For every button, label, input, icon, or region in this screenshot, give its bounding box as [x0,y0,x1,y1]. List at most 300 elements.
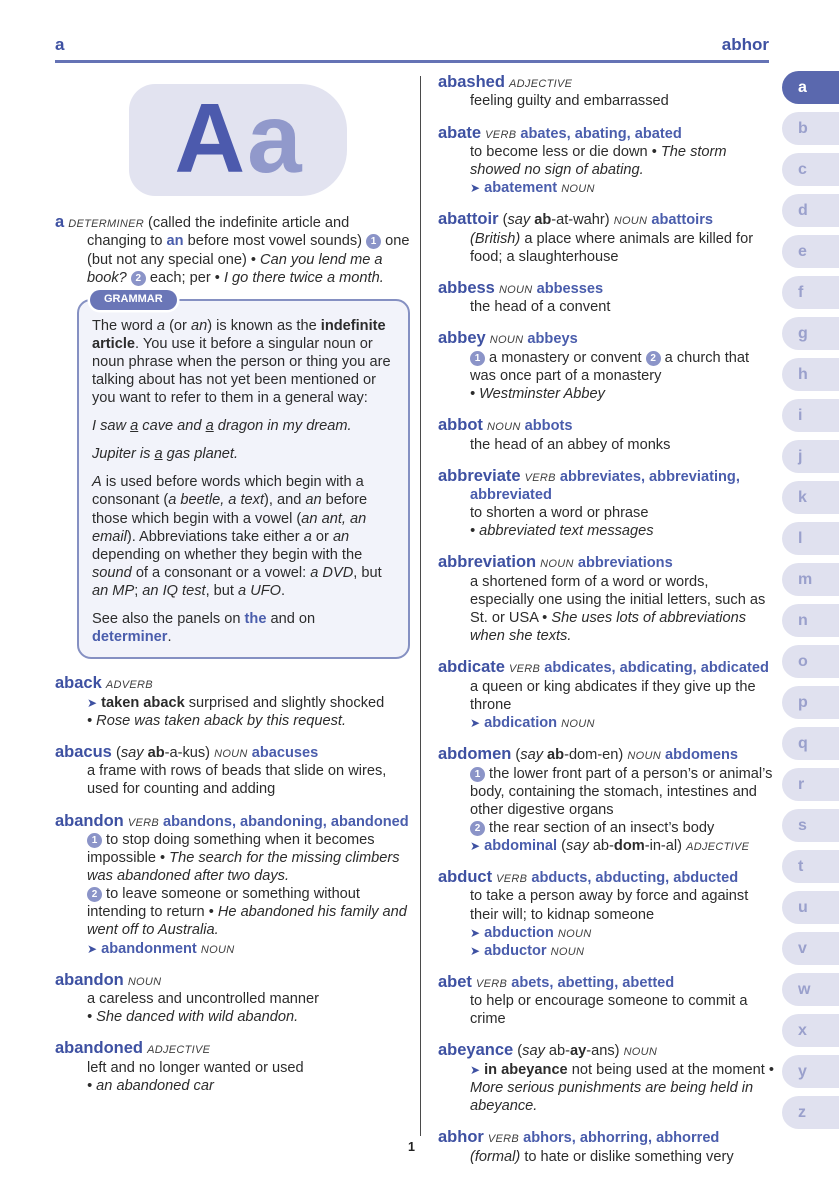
pos-label: NOUN [623,1046,658,1059]
alphabet-tab-d[interactable] [782,194,839,227]
panel-text: indefinite article [92,317,386,352]
letter-lowercase: a [247,83,302,193]
sense-number-icon: 1 [87,833,102,848]
panel-text: I saw [92,418,131,435]
definition-text: a frame with rows of beads that slide on wires, used for counting and adding [87,763,387,798]
pron-say: say [120,744,148,761]
inflections: abbeys [527,331,578,348]
inflections: abducts, abducting, abducted [531,869,739,886]
right-column [438,72,774,1178]
headword: abbreviation [438,553,537,572]
alphabet-tab-v[interactable] [782,932,839,965]
panel-text: a [154,446,163,463]
definition-text: a shortened form of a word or words, especially one using the initial letters, such as St. or USA • [470,573,766,627]
tab-letter: z [798,1103,806,1121]
definition-text: not being used at the moment • [567,1061,774,1078]
phrase-line [87,694,412,712]
sense-number-icon: 1 [366,234,381,249]
definition-text: to help or encourage someone to commit a crime [470,993,748,1028]
entry-abandon-noun [55,970,412,1027]
alphabet-tab-a[interactable] [782,71,839,104]
tab-letter: q [798,734,808,752]
grammar-example [92,445,395,463]
alphabet-tab-rail [782,71,839,1129]
definition-line [87,1059,412,1077]
entry-body [55,212,412,287]
panel-text: The word [92,317,157,334]
tab-letter: k [798,488,807,506]
arrow-icon: ➤ [470,943,481,958]
alphabet-tab-j[interactable] [782,440,839,473]
example: • Westminster Abbey [470,386,605,403]
pron-stress: dom [613,837,645,854]
alphabet-tab-c[interactable] [782,153,839,186]
inflections: abacuses [251,744,319,761]
grammar-panel-tag: GRAMMAR [90,290,177,311]
panel-text: a [303,528,312,545]
entry-abattoir [438,209,774,266]
alphabet-tab-z[interactable] [782,1096,839,1129]
grammar-panel [77,292,410,660]
pos-label: VERB [496,872,528,885]
pron-text: ab- [592,837,614,854]
panel-text: or [311,528,333,545]
inflections: abets, abetting, abetted [511,974,675,991]
panel-text: a [205,418,214,435]
entry-abhor [438,1127,774,1166]
arrow-icon: ➤ [470,715,481,730]
derivative: abandonment [101,940,197,957]
definition-line [470,1148,774,1166]
panel-text: cave and [138,418,206,435]
pos-label: NOUN [486,421,521,434]
derivative-line [470,714,774,732]
left-column [55,76,412,1107]
panel-text: . [281,582,286,599]
pos-label: NOUN [613,215,648,228]
panel-text: (or [165,317,191,334]
usage-label: (formal) [470,1148,521,1165]
derivative-line [87,940,412,958]
panel-text: a beetle, a text [168,492,265,509]
definition-line [470,504,774,522]
tab-letter: n [798,611,808,629]
headword: abbreviate [438,466,521,485]
headword: abashed [438,73,505,91]
alphabet-tab-t[interactable] [782,850,839,883]
example: More serious punishments are being held in abeyance. [470,1079,754,1115]
entry-abeyance [438,1040,774,1115]
headword: abdomen [438,745,512,764]
definition-text: each; per • [145,269,224,286]
pos-label: VERB [476,977,508,990]
panel-text: Jupiter is [92,446,155,463]
running-head-last-word: abhor [721,35,769,54]
phrase-line [470,1061,774,1115]
pron-stress: ab [534,212,552,229]
tab-letter: j [798,447,803,465]
sense-number-icon: 2 [87,887,102,902]
derivative-line [470,942,774,960]
panel-text: , but [205,582,239,599]
panel-text: a UFO [238,582,282,599]
panel-text: See also the panels on [92,611,245,628]
alphabet-tab-n[interactable] [782,604,839,637]
entry-headline [438,72,774,92]
inflections: abattoirs [651,212,713,229]
example: The search for the missing climbers was abandoned after two days. [87,850,400,885]
panel-text: gas planet. [162,446,239,463]
entry-headline [438,123,774,143]
usage-label: (British) [470,230,521,247]
panel-text: depending on whether they begin with the [92,546,363,563]
entry-a [55,212,412,287]
derivative: abatement [484,180,558,197]
example-line [470,522,774,540]
entry-headline [438,466,774,505]
alphabet-tab-m[interactable] [782,563,839,596]
pos-label: VERB [127,816,159,829]
tab-letter: u [798,898,808,916]
pos-label: ADJECTIVE [686,840,750,853]
definition-text: the lower front part of a person’s or animal’s body, containing the stomach, intestines and other digestive organs [470,765,773,818]
entry-abbreviate [438,466,774,541]
arrow-icon: ➤ [470,181,481,196]
pronunciation [503,212,610,228]
panel-text: . You use it before a singular noun or noun phrase when the person or thing you are talking about has not yet been mentioned or you want to refer to them in a general way: [92,335,391,407]
tab-letter: x [798,1021,807,1039]
entry-headline [55,811,412,831]
sense-number-icon: 2 [646,351,661,366]
alphabet-tab-e[interactable] [782,235,839,268]
pos-label: ADVERB [105,679,153,692]
definition-text: the rear section of an insect’s body [485,819,715,836]
tab-letter: b [798,119,808,137]
pron-say: say [522,1043,549,1060]
column-divider [420,76,421,1136]
panel-text: and on [266,611,316,628]
arrow-icon: ➤ [470,925,481,940]
pronunciation [116,745,210,761]
headword: abbot [438,416,483,435]
alphabet-tab-h[interactable] [782,358,839,391]
pron-text: -at-wahr) [551,212,610,229]
pron-stress: ab [147,744,165,761]
entry-headline [55,673,412,693]
tab-letter: r [798,775,805,793]
definition-text: before most vowel sounds) [183,233,367,250]
entry-abdicate [438,657,774,732]
alphabet-tab-b[interactable] [782,112,839,145]
sense-number-icon: 1 [470,767,485,782]
sense-number-icon: 2 [470,821,485,836]
definition-text: to hate or dislike something very [520,1148,734,1165]
pron-text: ( [517,1043,523,1060]
definition-text: one (but not any special one) • [87,233,410,268]
alphabet-tab-p[interactable] [782,686,839,719]
entry-abbreviation [438,552,774,645]
alphabet-tab-i[interactable] [782,399,839,432]
cross-reference: the [244,611,267,628]
definition-line [470,298,774,316]
running-head [55,34,769,55]
pos-label: NOUN [498,283,533,296]
pronunciation [515,747,623,763]
pron-text: ( [515,747,521,764]
entry-abduct [438,867,774,960]
running-head-first-word: a [55,35,65,54]
sense-line [470,819,774,837]
tab-letter: e [798,242,807,260]
derivative: abductor [484,942,547,959]
definition-text: surprised and slightly shocked [184,694,385,711]
entry-headline [438,744,774,764]
grammar-example [92,417,395,435]
panel-text: an [305,492,322,509]
letter-graphic [129,84,347,196]
headword: abbess [438,278,495,297]
phrase: taken aback [101,694,185,711]
derivative: abdominal [484,837,558,854]
tab-letter: h [798,365,808,383]
example: • Rose was taken aback by this request. [87,712,347,729]
alphabet-tab-r[interactable] [782,768,839,801]
entry-abbot [438,415,774,454]
grammar-paragraph [92,473,395,600]
definition-line [470,887,774,923]
headword: abattoir [438,210,499,229]
pos-label: NOUN [561,717,595,730]
pos-label: VERB [524,471,556,484]
entry-abate [438,123,774,198]
definition-line [470,92,774,110]
tab-letter: w [798,980,811,998]
headword: abandon [55,970,124,989]
entry-abacus [55,742,412,799]
example: I go there twice a month. [223,269,384,286]
alphabet-tab-f[interactable] [782,276,839,309]
entry-abbey [438,328,774,403]
pron-text: ( [502,212,508,229]
pos-label: VERB [485,128,517,141]
definition-text: a place where animals are killed for food; a slaughterhouse [470,230,754,265]
definition-line [87,762,412,798]
inflections: abbreviates, abbreviating, abbreviated [470,468,740,504]
inflections: abhors, abhorring, abhorred [523,1130,720,1147]
entry-aback [55,673,412,730]
tab-letter: g [798,324,808,342]
pron-say: say [520,747,548,764]
example: She uses lots of abbreviations when she texts. [470,610,747,645]
example: • an abandoned car [87,1077,214,1094]
arrow-icon: ➤ [87,941,98,956]
entry-headline [438,657,774,677]
derivative-line [470,837,774,855]
pron-stress: ab [547,747,565,764]
arrow-icon: ➤ [87,695,98,710]
pos-label: NOUN [627,750,661,763]
sense-number-icon: 1 [470,351,485,366]
alphabet-tab-l[interactable] [782,522,839,555]
grammar-paragraph [92,317,395,407]
headword: a [55,213,65,231]
headword: abandon [55,811,124,830]
entry-headline [438,1127,774,1147]
pos-label: NOUN [540,558,574,571]
panel-text: an [190,317,208,334]
headword: abeyance [438,1041,514,1060]
alphabet-tab-g[interactable] [782,317,839,350]
pos-label: ADJECTIVE [509,78,573,90]
panel-text: an IQ test [142,582,206,599]
panel-text: before those which begin with a vowel ( [92,492,368,527]
definition-text: to leave someone or something without intending to return • [87,886,360,921]
tab-letter: t [798,857,804,875]
alphabet-tab-s[interactable] [782,809,839,842]
pos-label: NOUN [214,747,248,760]
example-line [87,712,412,730]
pron-text: -dom-en) [564,747,624,764]
definition-text: the head of an abbey of monks [470,436,671,453]
header-rule [55,60,769,63]
tab-letter: p [798,693,808,711]
pos-label: VERB [487,1133,520,1146]
tab-letter: f [798,283,804,301]
entry-abdomen [438,744,774,855]
panel-text: , but [353,564,382,581]
panel-text: of a consonant or a vowel: [131,564,311,581]
definition-text: to take a person away by force and against their will; to kidnap someone [470,888,749,923]
panel-text: is used before words which begin with a consonant ( [92,474,364,509]
headword: abbey [438,329,486,348]
inflections: abbots [524,418,573,435]
arrow-icon: ➤ [470,1062,481,1077]
pronunciation [517,1043,619,1059]
inflections: abandons, abandoning, abandoned [163,813,409,830]
pos-label: NOUN [557,927,592,940]
example: Can you lend me a book? [87,251,383,286]
tab-letter: v [798,939,807,957]
derivative: abduction [484,924,554,941]
grammar-see-also [92,610,395,646]
panel-text: ; [134,582,143,599]
tab-letter: s [798,816,807,834]
entry-headline [438,278,774,298]
pron-text: -ans) [586,1043,620,1060]
definition-text: a careless and uncontrolled manner [87,991,320,1008]
pos-label: NOUN [200,943,235,956]
example: • abbreviated text messages [470,523,654,540]
pos-label: ADJECTIVE [147,1044,211,1057]
panel-text: a [130,418,139,435]
headword: abandoned [55,1039,144,1058]
arrow-icon: ➤ [470,838,481,853]
inflections: abdomens [665,747,738,764]
sense-line [470,765,774,819]
entry-headline [55,742,412,762]
definition-text: to become less or die down • [470,144,661,160]
page-number: 1 [408,1140,415,1154]
definition-line [470,992,774,1028]
pron-text: ( [561,837,567,854]
phrase: in abeyance [484,1061,568,1078]
inflections: abdicates, abdicating, abdicated [544,660,769,677]
entry-headline [438,867,774,887]
sense-line [470,349,774,385]
definition-line [470,678,774,714]
alphabet-tab-q[interactable] [782,727,839,760]
entry-abandoned [55,1038,412,1095]
definition-text: feeling guilty and embarrassed [470,93,669,110]
pron-text: ( [115,744,121,761]
definition-line [470,143,774,179]
panel-text: a DVD [310,564,354,581]
entry-abandon-verb [55,811,412,958]
definition-text: a queen or king abdicates if they give up the throne [470,678,756,713]
pron-stress: ay [570,1043,587,1060]
definition-line [87,990,412,1008]
panel-text: ). Abbreviations take either [126,528,304,545]
entry-headline [438,415,774,435]
example-line [87,1077,412,1095]
definition-text: a monastery or convent [485,349,646,366]
pronunciation [561,838,682,854]
panel-text: an [332,528,350,545]
inflections: abbesses [536,280,604,297]
alphabet-tab-o[interactable] [782,645,839,678]
panel-text: an ant, an email [92,510,367,545]
entry-headline [438,972,774,992]
headword: abacus [55,742,112,761]
alphabet-tab-u[interactable] [782,891,839,924]
tab-letter: o [798,652,808,670]
definition-line [470,573,774,645]
entry-headline [438,328,774,348]
alphabet-tab-x[interactable] [782,1014,839,1047]
tab-letter: m [798,570,813,588]
pron-text: -a-kus) [164,744,211,761]
pos-label: NOUN [127,975,162,988]
definition-text: left and no longer wanted or used [87,1059,304,1076]
cross-reference: determiner [92,629,168,646]
example-line [87,1008,412,1026]
tab-letter: y [798,1062,807,1080]
pron-text: -in-al) [644,837,683,854]
alphabet-tab-w[interactable] [782,973,839,1006]
definition-line [470,230,774,266]
panel-text: sound [92,564,132,581]
entry-abbess [438,278,774,317]
headword: abdicate [438,658,505,677]
definition-text: the head of a convent [470,299,611,316]
headword: aback [55,674,102,693]
panel-text: A [92,474,102,491]
alphabet-tab-k[interactable] [782,481,839,514]
panel-text: dragon in my dream. [213,418,352,435]
headword: abet [438,972,472,991]
tab-letter: i [798,406,803,424]
definition-text: (called the indefinite article and changing to [87,215,350,250]
inflections: abbreviations [577,555,673,572]
alphabet-tab-y[interactable] [782,1055,839,1088]
tab-letter: d [798,201,808,219]
pos-label: NOUN [561,183,595,196]
letter-uppercase: A [174,83,248,193]
entry-headline [55,970,412,990]
definition-text: to shorten a word or phrase [470,505,649,522]
sense-line [87,885,412,939]
tab-letter: l [798,529,803,547]
